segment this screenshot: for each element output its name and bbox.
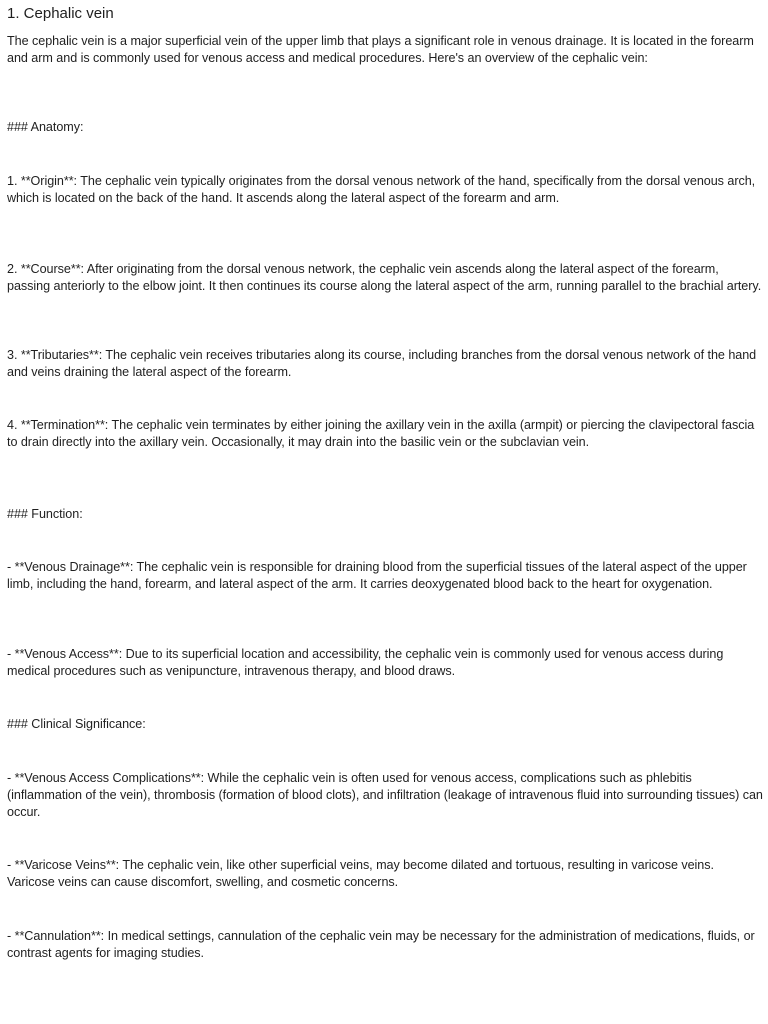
page-title: 1. Cephalic vein bbox=[7, 5, 114, 22]
section-heading-anatomy: ### Anatomy: bbox=[7, 120, 84, 134]
clinical-varicose-veins-paragraph: - **Varicose Veins**: The cephalic vein, like other superficial veins, may become dilated and tortuous, resulting in varicose veins. Varicose veins can cause discomfort, swelling, and cosmetic concerns. bbox=[7, 858, 714, 889]
anatomy-course-paragraph: 2. **Course**: After originating from the dorsal venous network, the cephalic vein ascends along the lateral aspect of the forearm, passing anteriorly to the elbow joint. It then continues its course along the lateral aspect of the arm, running parallel to the brachial artery. bbox=[7, 262, 762, 293]
anatomy-origin-paragraph: 1. **Origin**: The cephalic vein typically originates from the dorsal venous network of the hand, specifically from the dorsal venous arch, which is located on the back of the hand. It ascends along the lateral aspect of the forearm and arm. bbox=[7, 174, 756, 205]
anatomy-tributaries-paragraph: 3. **Tributaries**: The cephalic vein receives tributaries along its course, including branches from the dorsal venous network of the hand and veins draining the lateral aspect of the forearm. bbox=[7, 348, 757, 379]
intro-paragraph: The cephalic vein is a major superficial vein of the upper limb that plays a significant role in venous drainage. It is located in the forearm and arm and is commonly used for venous access and medical procedures. Here's an overview of the cephalic vein: bbox=[7, 34, 754, 65]
anatomy-termination-paragraph: 4. **Termination**: The cephalic vein terminates by either joining the axillary vein in the axilla (armpit) or piercing the clavipectoral fascia to drain directly into the axillary vein. Occasionally, it may drain into the basilic vein or the subclavian vein. bbox=[7, 418, 755, 449]
clinical-cannulation-paragraph: - **Cannulation**: In medical settings, cannulation of the cephalic vein may be necessary for the administration of medications, fluids, or contrast agents for imaging studies. bbox=[7, 929, 755, 960]
section-heading-function: ### Function: bbox=[7, 507, 83, 521]
function-venous-access-paragraph: - **Venous Access**: Due to its superficial location and accessibility, the cephalic vein is commonly used for venous access during medical procedures such as venipuncture, intravenous therapy, and blood draws. bbox=[7, 647, 724, 678]
function-venous-drainage-paragraph: - **Venous Drainage**: The cephalic vein is responsible for draining blood from the superficial tissues of the lateral aspect of the upper limb, including the hand, forearm, and lateral aspect of the arm. It carries deoxygenated blood back to the heart for oxygenation. bbox=[7, 560, 747, 591]
clinical-access-complications-paragraph: - **Venous Access Complications**: While the cephalic vein is often used for venous access, complications such as phlebitis (inflammation of the vein), thrombosis (formation of blood clots), and infiltration (leakage of intravenous fluid into surrounding tissues) can occur. bbox=[7, 771, 763, 819]
section-heading-clinical-significance: ### Clinical Significance: bbox=[7, 717, 146, 731]
